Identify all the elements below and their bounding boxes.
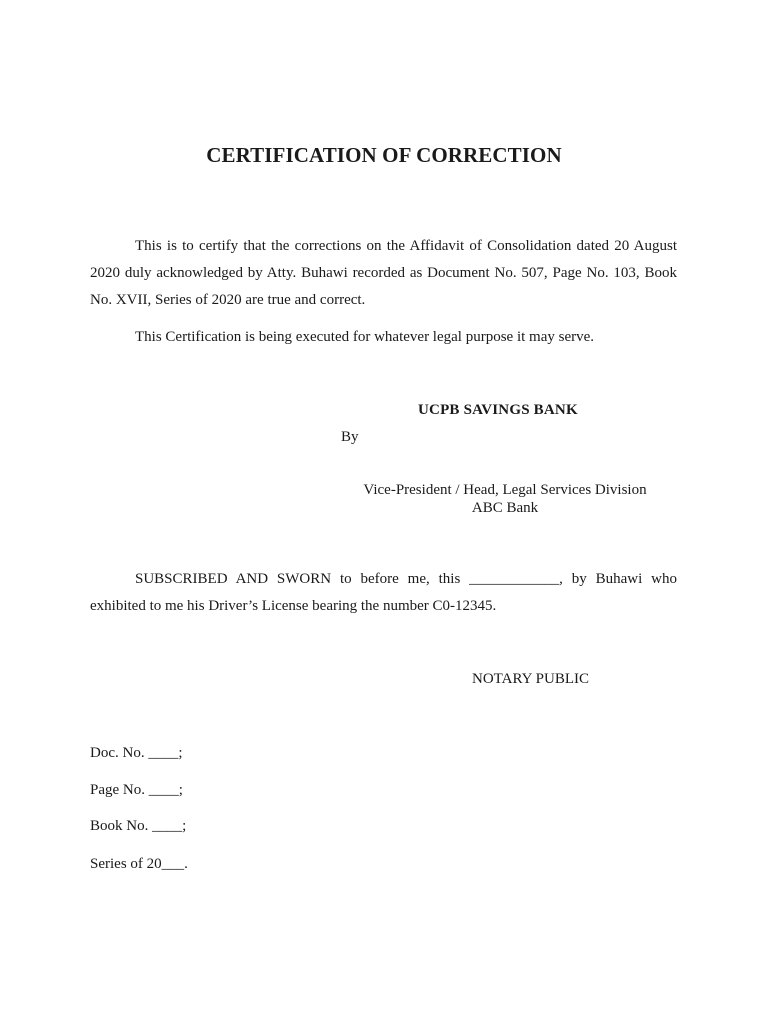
signatory-company: ABC Bank <box>471 500 539 516</box>
page-number-line: Page No. ____; <box>90 782 183 798</box>
signatory-title: Vice-President / Head, Legal Services Division <box>363 482 647 498</box>
doc-number-line: Doc. No. ____; <box>90 745 183 761</box>
purpose-paragraph: This Certification is being executed for whatever legal purpose it may serve. <box>135 329 595 345</box>
jurat-paragraph: SUBSCRIBED AND SWORN to before me, this ____________, by Buhawi who exhibited to me his Driver’s License bearing the number C0-12345. <box>90 571 677 614</box>
document-title: CERTIFICATION OF CORRECTION <box>206 143 562 167</box>
series-line: Series of 20___. <box>90 856 188 872</box>
by-label: By <box>341 429 359 445</box>
book-number-line: Book No. ____; <box>90 818 187 834</box>
notary-public-label: NOTARY PUBLIC <box>472 671 590 687</box>
certification-paragraph: This is to certify that the corrections on the Affidavit of Consolidation dated 20 August 2020 duly acknowledged by Atty. Buhawi recorded as Document No. 507, Page No. 103, Book No. XVII, Series of 2020 are true and correct. <box>90 238 677 308</box>
signatory-block <box>330 481 680 517</box>
bank-name: UCPB SAVINGS BANK <box>418 402 578 418</box>
